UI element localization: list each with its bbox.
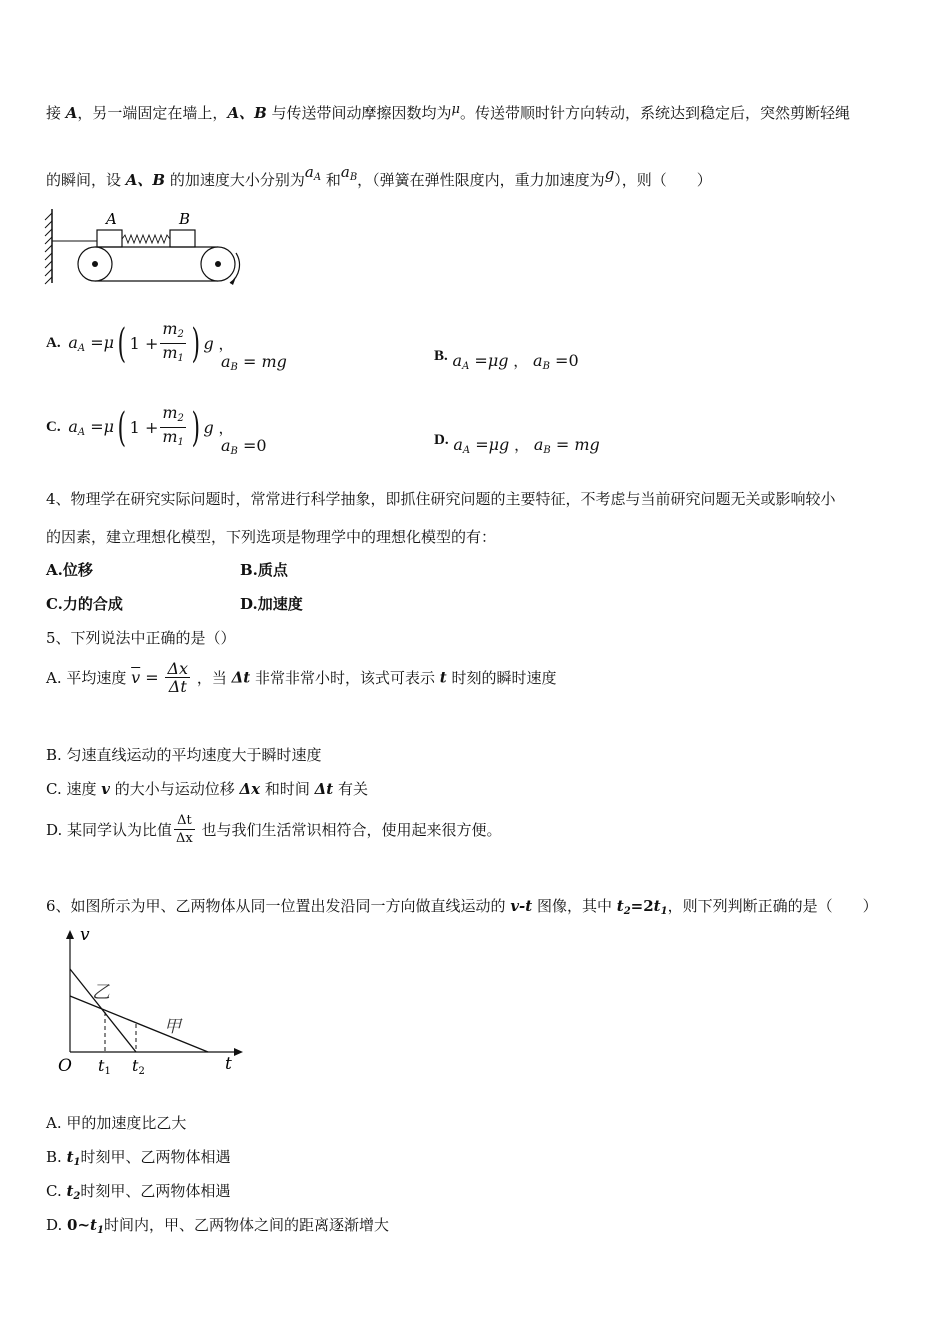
q5-option-A[interactable]: A. 平均速度 $\overline{v}$ = $\frac{\Delta x}{\Delta t}$ ，当 Δt 非常非常小时，该式可表示 t 时刻的瞬时速度	[46, 659, 557, 696]
q4-option-C[interactable]: C.力的合成	[46, 595, 123, 613]
q5-option-C[interactable]: C. 速度 v 的大小与运动位移 Δx 和时间 Δt 有关	[46, 780, 369, 798]
t2-label: t2	[132, 1056, 145, 1077]
q3-option-A-aB: $a_B$ = mg	[221, 352, 287, 373]
option-letter: B.	[434, 348, 448, 364]
q5-option-D[interactable]: D. 某同学认为比值 $\frac{\Delta t}{\Delta x}$ 也与我们生活常识相符合，使用起来很方便。	[46, 813, 502, 846]
q3-var-A: A	[65, 104, 78, 122]
axis-v-label: v	[80, 925, 90, 945]
block-B-label: B	[179, 210, 191, 228]
option-letter: D.	[434, 432, 449, 448]
block-A-label: A	[106, 210, 117, 228]
q3-text: 的加速度大小分别为	[165, 171, 305, 189]
q3-option-D[interactable]: D. $a_A =\mu g$ ， $a_B$ = mg	[434, 432, 600, 456]
q3-line2	[46, 163, 712, 190]
q6-option-B[interactable]: B. $t_1$时刻甲、乙两物体相遇	[46, 1148, 231, 1168]
q5-option-B[interactable]: B. 匀速直线运动的平均速度大于瞬时速度	[46, 746, 322, 764]
q4-line1: 4、物理学在研究实际问题时，常常进行科学抽象，即抓住研究问题的主要特征，不考虑与当前研究问题无关或影响较小	[46, 490, 836, 508]
q3-g: g	[604, 165, 615, 183]
axis-t-label: t	[225, 1054, 232, 1074]
q3-text: 和	[321, 171, 341, 189]
q3-text: 与传送带间动摩擦因数均为	[266, 104, 452, 122]
q3-option-B[interactable]: B. $a_A =\mu g$ ， $a_B =0$	[434, 348, 579, 372]
q3-text: ，（弹簧在弹性限度内，重力加速度为	[357, 171, 605, 189]
q3-text: ，另一端固定在墙上，	[77, 104, 228, 122]
q3-text: 接	[46, 104, 66, 122]
q3-var-AB: A、B	[125, 171, 166, 189]
q4-line2: 的因素，建立理想化模型，下列选项是物理学中的理想化模型的有：	[46, 528, 497, 546]
q4-option-A[interactable]: A.位移	[46, 561, 93, 579]
series-yi-label: 乙	[92, 982, 110, 1003]
q6-option-D[interactable]: D. $0\sim t_1$时间内，甲、乙两物体之间的距离逐渐增大	[46, 1216, 389, 1236]
series-jia-label: 甲	[164, 1017, 181, 1037]
q6-option-C[interactable]: C. $t_2$时刻甲、乙两物体相遇	[46, 1182, 231, 1202]
q4-option-B[interactable]: B.质点	[240, 561, 288, 579]
q3-aA: $a_A$	[304, 163, 322, 183]
q5-title: 5、下列说法中正确的是（）	[46, 629, 236, 647]
q3-option-A[interactable]: A. $a_A =\mu$( 1 + $\frac{m_2}{m_1}$ ) g ，	[46, 319, 234, 367]
q3-text: ），则（ ）	[614, 171, 712, 189]
q3-line1	[46, 102, 850, 123]
q4-option-D[interactable]: D.加速度	[240, 595, 303, 613]
conveyor-belt-figure	[40, 205, 255, 290]
q3-text: 的瞬间，设	[46, 171, 126, 189]
q3-mu: μ	[451, 102, 460, 117]
q3-var-AB: A、B	[227, 104, 267, 122]
q6-title: 6、如图所示为甲、乙两物体从同一位置出发沿同一方向做直线运动的 v-t 图像，其中 $t_2=2t_1$，则下列判断正确的是（ ）	[46, 897, 878, 917]
option-letter: C.	[46, 419, 61, 435]
q5-vbar: $\overline{v}$	[131, 668, 141, 687]
q5-text: A. 平均速度	[46, 669, 127, 687]
vt-graph	[50, 926, 250, 1081]
t1-label: t1	[98, 1056, 111, 1077]
q3-text: 。传送带顺时针方向转动，系统达到稳定后，突然剪断轻绳	[460, 104, 851, 122]
q5-fraction: $\frac{\Delta x}{\Delta t}$	[167, 659, 189, 696]
q6-option-A[interactable]: A. 甲的加速度比乙大	[46, 1114, 187, 1132]
q3-option-C[interactable]: C. $a_A =\mu$( 1 + $\frac{m_2}{m_1}$ ) g ，	[46, 403, 234, 451]
q3-aB: $a_B$	[340, 163, 358, 183]
q5-ratio: $\frac{\Delta t}{\Delta x}$	[176, 813, 193, 846]
q3-option-C-aB: $a_B =0$	[221, 436, 267, 457]
option-letter: A.	[46, 335, 61, 351]
origin-label: O	[58, 1056, 72, 1076]
